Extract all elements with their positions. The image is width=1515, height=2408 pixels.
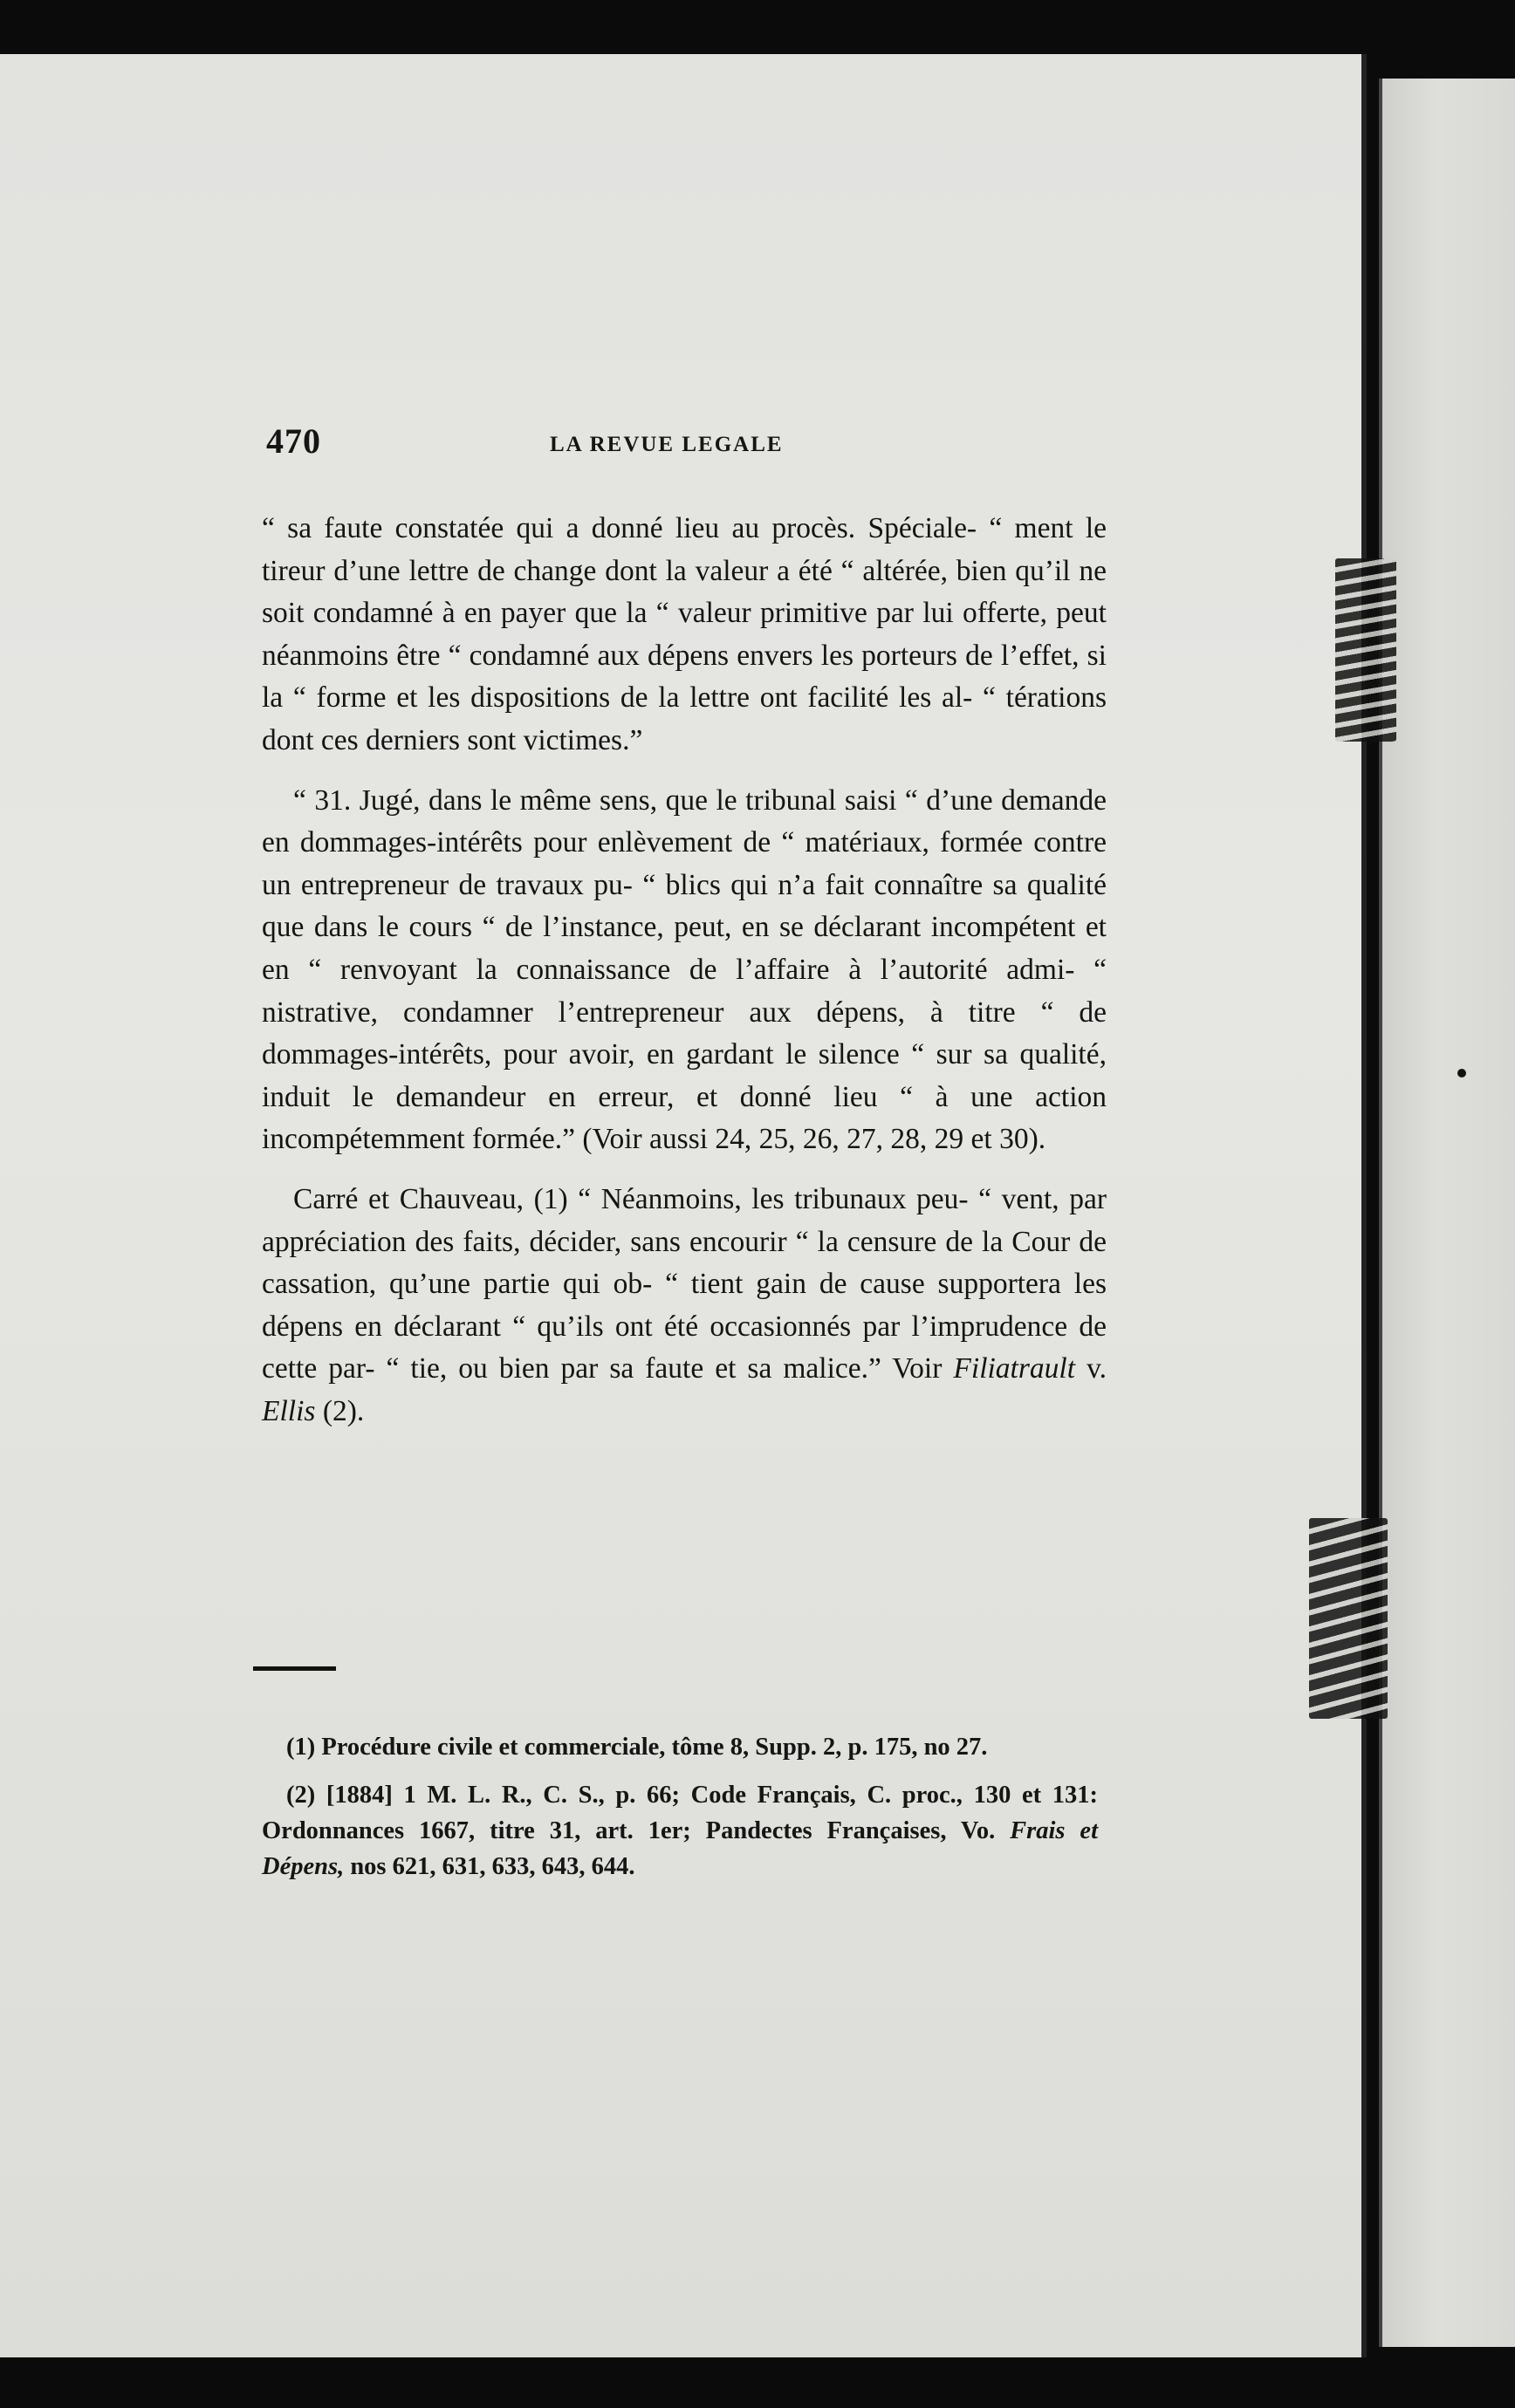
facing-page-edge: [1379, 79, 1515, 2347]
paragraph-quote-continuation: “ sa faute constatée qui a donné lieu au procès. Spéciale- “ ment le tireur d’une lettre de change dont la valeur a été “ altérée, bien qu’il ne soit condamné à en payer que la “ valeur primitive par lui offerte, peut néanmoins être “ condamné aux dépens envers les porteurs de l’effet, si la “ forme et les dispositions de la lettre ont facilité les al- “ térations dont ces derniers sont victimes.”: [262, 512, 1107, 756]
speck-mark: [1457, 1069, 1466, 1077]
footnote-1: (1) Procédure civile et commerciale, tôme 8, Supp. 2, p. 175, no 27.: [286, 1734, 988, 1761]
footnote-divider: [253, 1666, 336, 1671]
footnote-2-end: nos 621, 631, 633, 643, 644.: [350, 1853, 635, 1880]
paragraph-carre-chauveau-text: Carré et Chauveau, (1) “ Néanmoins, les tribunaux peu- “ vent, par appréciation des faits, décider, sans encourir “ la censure de la Cour de cassation, qu’une partie qui ob- “ tient gain de cause supportera les dépens en déclarant “ qu’ils ont été occasionnés par l’imprudence de cette par- “ tie, ou bien par sa faute et sa malice.” Voir: [262, 1182, 1107, 1385]
footnotes: [262, 1729, 1098, 1885]
case-name-filiatrault: Filiatrault: [953, 1352, 1076, 1385]
paragraph-31: “ 31. Jugé, dans le même sens, que le tribunal saisi “ d’une demande en dommages-intérêts pour enlèvement de “ matériaux, formée contre un entrepreneur de travaux pu- “ blics qui n’a fait connaître sa qualité que dans le cours “ de l’instance, peut, en se déclarant incompétent et en “ renvoyant la connaissance de l’affaire à l’autorité admi- “ nistrative, condamner l’entrepreneur aux dépens, à titre “ de dommages-intérêts, pour avoir, en gardant le silence “ sur sa qualité, induit le demandeur en erreur, et donné lieu “ à une action incompétemment formée.” (Voir aussi 24, 25, 26, 27, 28, 29 et 30).: [262, 783, 1107, 1156]
footnote-2: [262, 1777, 1098, 1885]
scanned-page: [0, 54, 1367, 2357]
footnote-2-italic: Frais et Dépens,: [262, 1817, 1098, 1880]
case-versus: v.: [1087, 1352, 1107, 1385]
running-head: LA REVUE LEGALE: [550, 433, 784, 456]
binding-damage-mark: [1335, 558, 1396, 742]
page-number: 470: [266, 421, 321, 461]
footnote-ref-2: (2).: [322, 1394, 365, 1427]
page-header: [266, 421, 1104, 473]
binding-damage-mark: [1309, 1518, 1388, 1719]
footnote-2-text: (2) [1884] 1 M. L. R., C. S., p. 66; Code Français, C. proc., 130 et 131: Ordonnances 1667, titre 31, art. 1er; Pandectes Françaises, Vo.: [262, 1782, 1098, 1844]
case-name-ellis: Ellis: [262, 1394, 316, 1427]
paragraph-carre-chauveau: [262, 1179, 1107, 1433]
body-text: [262, 508, 1107, 1433]
